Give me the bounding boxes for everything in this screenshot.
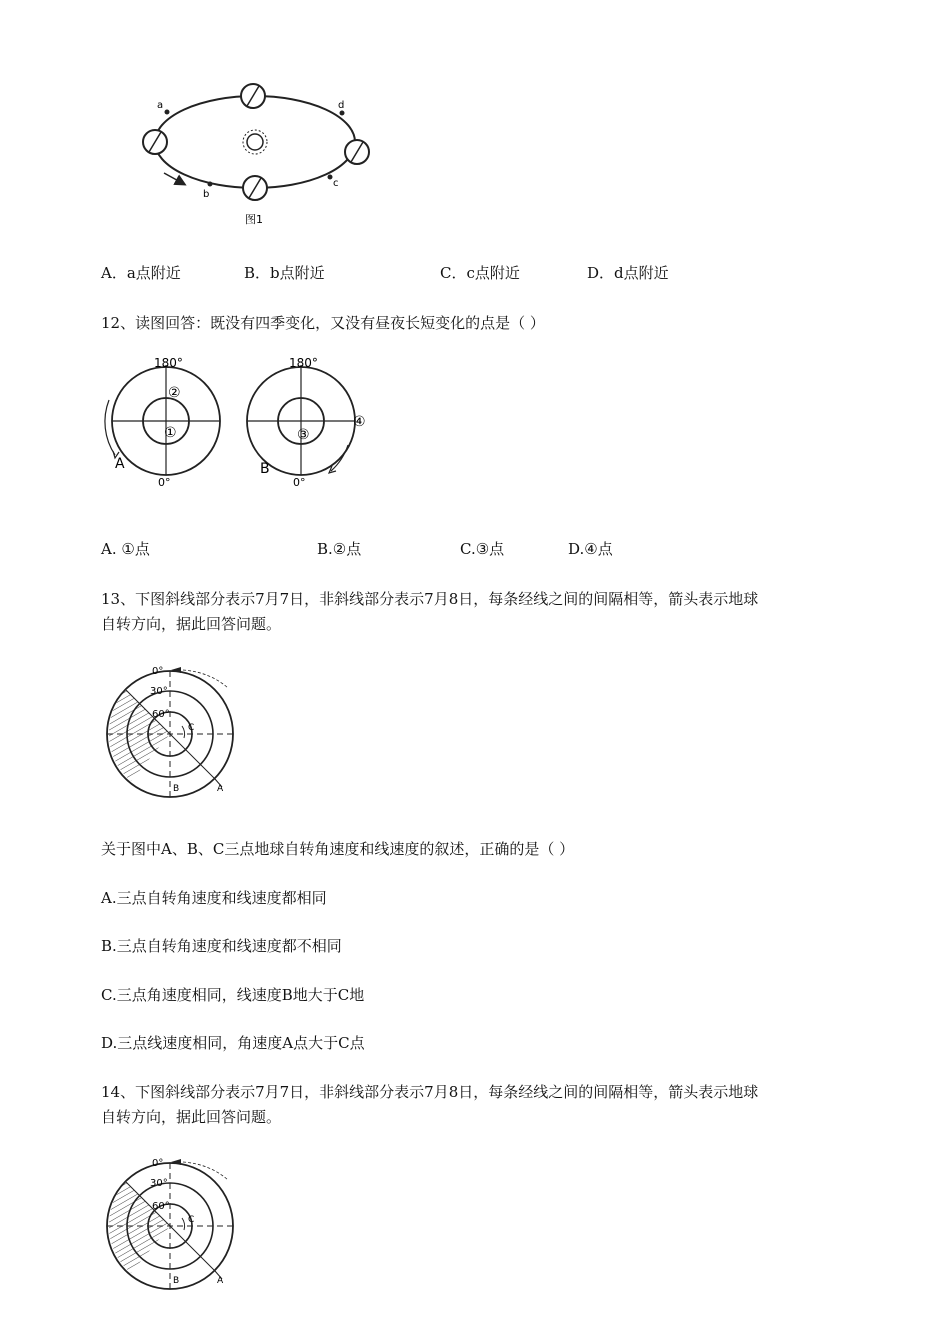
q12-figure-a <box>100 355 230 490</box>
orbit-ellipse <box>155 96 355 188</box>
point-b-label: b <box>203 189 210 200</box>
point-a-label: A <box>217 784 224 794</box>
lat-30-label: 30° <box>150 686 168 697</box>
q11-option-b[interactable]: B．b点附近 <box>244 264 325 282</box>
q13-option-c[interactable]: C.三点角速度相同，线速度B地大于C地 <box>101 986 365 1004</box>
point-a-label: A <box>217 1276 224 1286</box>
point-3-label: ③ <box>297 427 310 443</box>
point-a-label: a <box>157 100 164 111</box>
earth-position-right <box>345 140 369 164</box>
fig-b-letter: B <box>260 461 270 477</box>
point-4-label: ④ <box>353 414 366 430</box>
q12-stem: 12、读图回答：既没有四季变化，又没有昼夜长短变化的点是（ ） <box>101 314 545 332</box>
q13-option-b[interactable]: B.三点自转角速度和线速度都不相同 <box>101 937 342 955</box>
q12-figure-b <box>245 355 375 490</box>
earth-position-top <box>241 84 265 108</box>
q14-stem-line1: 14、下图斜线部分表示7月7日，非斜线部分表示7月8日，每条经线之间的间隔相等，箭头表示地球 <box>101 1083 759 1101</box>
point-c-label: c <box>333 178 339 189</box>
lat-0-label: 0° <box>152 666 164 677</box>
figure-caption: 图1 <box>245 213 263 226</box>
sun-icon <box>243 130 267 154</box>
lat-30-label: 30° <box>150 1178 168 1189</box>
fig-b-top-label: 180° <box>289 356 318 370</box>
q14-polar-figure <box>100 1152 240 1292</box>
q12-option-d[interactable]: D.④点 <box>568 540 613 558</box>
fig-a-bottom-label: 0° <box>158 476 171 489</box>
q12-option-c[interactable]: C.③点 <box>460 540 505 558</box>
lat-60-label: 60° <box>152 709 170 720</box>
direction-arrow <box>164 173 184 184</box>
orbit-diagram <box>130 75 390 230</box>
fig-a-letter: A <box>115 456 125 472</box>
point-2-label: ② <box>168 385 181 401</box>
point-b-label: B <box>173 1276 180 1286</box>
point-d-label: d <box>338 100 345 111</box>
point-b-label: B <box>173 784 180 794</box>
lat-60-label: 60° <box>152 1201 170 1212</box>
q13-polar-figure <box>100 660 240 800</box>
point-c-label: C <box>188 723 195 733</box>
q13-question: 关于图中A、B、C三点地球自转角速度和线速度的叙述，正确的是（ ） <box>101 840 575 858</box>
lat-0-label: 0° <box>152 1158 164 1169</box>
q12-option-a[interactable]: A. ①点 <box>101 540 150 558</box>
q13-stem-line1: 13、下图斜线部分表示7月7日，非斜线部分表示7月8日，每条经线之间的间隔相等，箭头表示地球 <box>101 590 759 608</box>
q11-option-c[interactable]: C．c点附近 <box>440 264 520 282</box>
q13-option-a[interactable]: A.三点自转角速度和线速度都相同 <box>101 889 327 907</box>
fig-a-top-label: 180° <box>154 356 183 370</box>
fig-b-bottom-label: 0° <box>293 476 306 489</box>
q13-option-d[interactable]: D.三点线速度相同，角速度A点大于C点 <box>101 1034 365 1052</box>
point-1-label: ① <box>164 425 177 441</box>
earth-position-left <box>143 130 167 154</box>
q14-stem-line2: 自转方向，据此回答问题。 <box>101 1108 282 1126</box>
q12-option-b[interactable]: B.②点 <box>317 540 362 558</box>
q11-option-d[interactable]: D．d点附近 <box>587 264 669 282</box>
earth-position-bottom <box>243 176 267 200</box>
q13-stem-line2: 自转方向，据此回答问题。 <box>101 615 282 633</box>
point-c-label: C <box>188 1215 195 1225</box>
q11-option-a[interactable]: A．a点附近 <box>101 264 181 282</box>
